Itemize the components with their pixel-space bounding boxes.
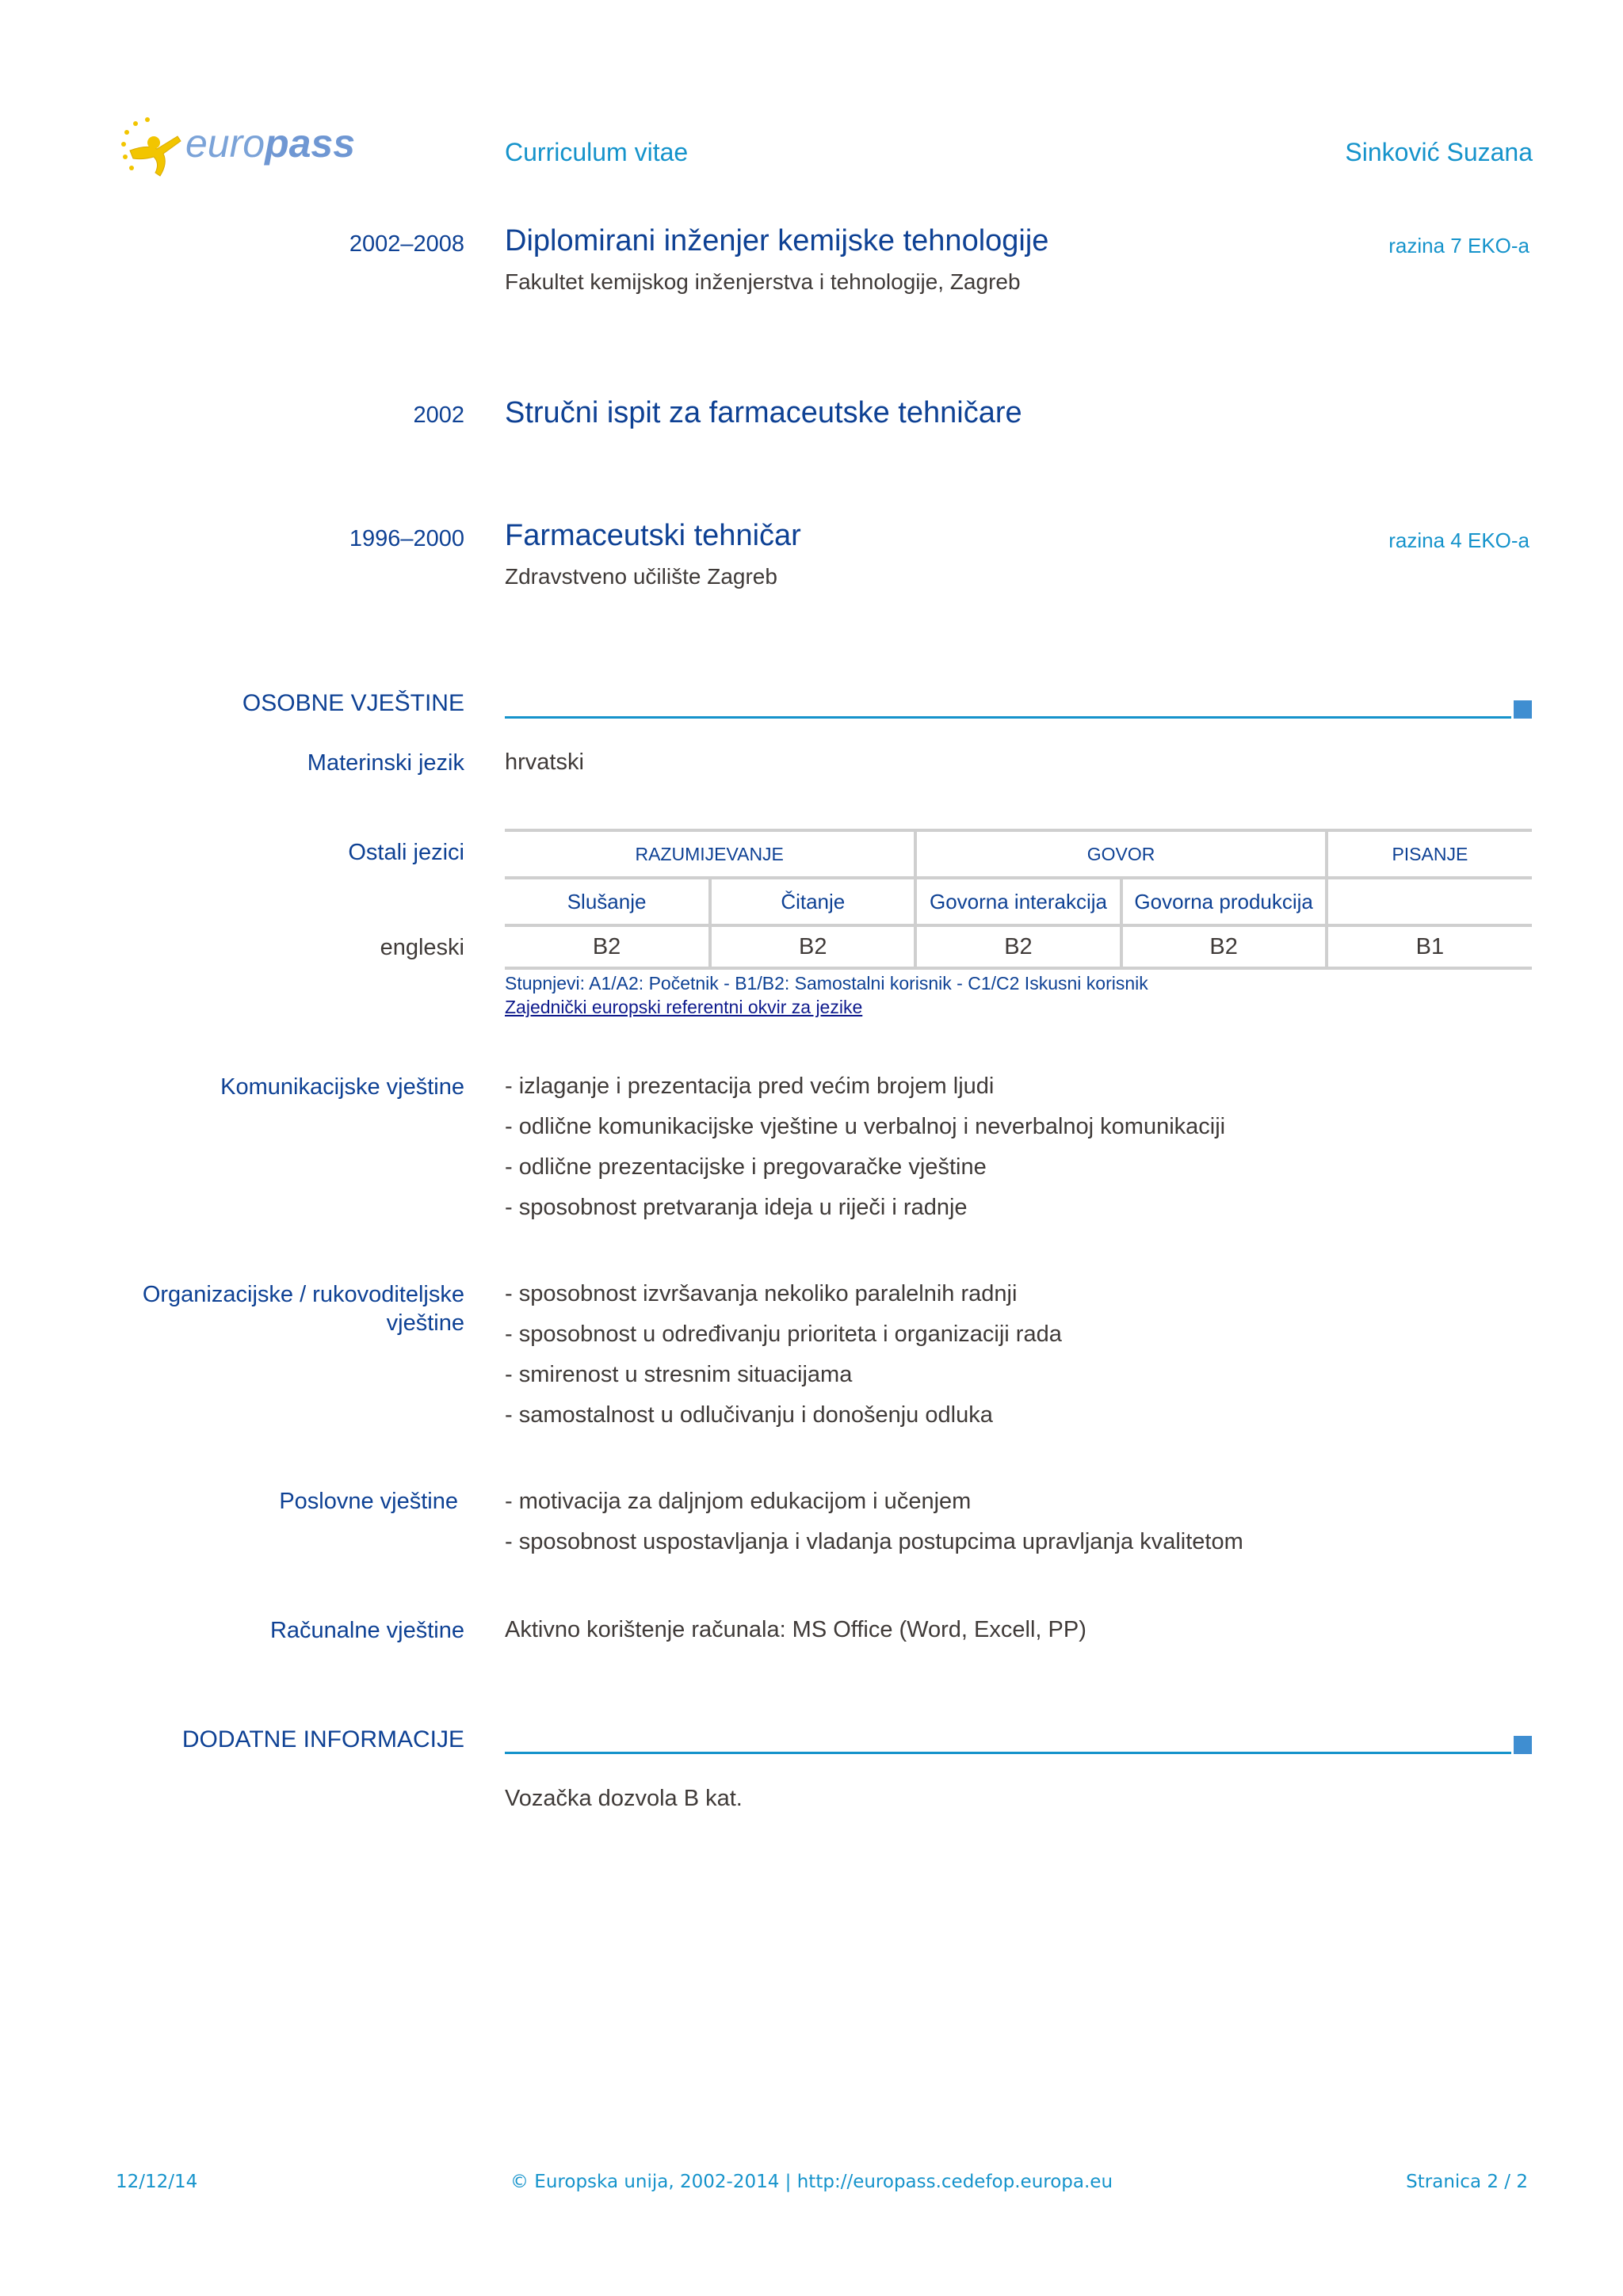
list-item: - odlične komunikacijske vještine u verbalnoj i neverbalnoj komunikaciji xyxy=(505,1114,1226,1139)
level-writing: B1 xyxy=(1327,925,1532,968)
list-item: - smirenost u stresnim situacijama xyxy=(505,1362,853,1387)
section-heading-personal-skills: OSOBNE VJEŠTINE xyxy=(242,690,464,716)
computer-skills-value: Aktivno korištenje računala: MS Office (Word, Excell, PP) xyxy=(505,1617,1086,1642)
doc-title: Curriculum vitae xyxy=(505,138,689,166)
section-divider xyxy=(505,1752,1511,1754)
logo-text-pass: pass xyxy=(265,121,356,166)
list-item: - motivacija za daljnjom edukacijom i učenjem xyxy=(505,1489,972,1514)
language-name: engleski xyxy=(380,935,464,960)
footer-date: 12/12/14 xyxy=(116,2172,198,2192)
list-item: - sposobnost u određivanju prioriteta i organizaciji rada xyxy=(505,1322,1062,1347)
footer-copyright: © Europska unija, 2002-2014 | http://europass.cedefop.europa.eu xyxy=(510,2172,1113,2192)
list-item: - sposobnost uspostavljanja i vladanja postupcima upravljanja kvalitetom xyxy=(505,1529,1243,1554)
group-writing: PISANJE xyxy=(1327,830,1532,878)
other-languages-label: Ostali jezici xyxy=(348,840,464,865)
education-title-3: Farmaceutski tehničar xyxy=(505,519,801,552)
education-institution-1: Fakultet kemijskog inženjerstva i tehnologije, Zagreb xyxy=(505,269,1021,294)
mother-tongue-value: hrvatski xyxy=(505,749,584,775)
communication-skills-list xyxy=(505,1066,1225,1228)
level-spoken-production: B2 xyxy=(1121,925,1327,968)
education-title-1: Diplomirani inženjer kemijske tehnologije xyxy=(505,224,1049,257)
section-marker xyxy=(1514,1736,1532,1754)
organizational-skills-list xyxy=(505,1274,1062,1436)
subheader-listening: Slušanje xyxy=(505,878,710,925)
communication-skills-label: Komunikacijske vještine xyxy=(220,1074,464,1100)
computer-skills-label: Računalne vještine xyxy=(269,1618,464,1643)
organizational-label-line-1: Organizacijske / rukovoditeljske xyxy=(142,1282,464,1307)
list-item: - odlične prezentacijske i pregovaračke vještine xyxy=(505,1154,987,1180)
additional-info-text: Vozačka dozvola B kat. xyxy=(505,1786,743,1811)
business-skills-label: Poslovne vještine xyxy=(279,1489,458,1514)
section-marker xyxy=(1514,700,1532,719)
subheader-spoken-production: Govorna produkcija xyxy=(1121,878,1327,925)
europass-figure-icon xyxy=(116,113,195,184)
person-name: Sinković Suzana xyxy=(1345,138,1533,166)
footer-page-number: Stranica 2 / 2 xyxy=(1406,2172,1528,2192)
organizational-skills-label xyxy=(143,1280,464,1337)
subheader-spoken-interaction: Govorna interakcija xyxy=(915,878,1121,925)
education-level-3: razina 4 EKO-a xyxy=(1388,528,1529,552)
education-dates-3: 1996–2000 xyxy=(349,526,464,551)
education-institution-3: Zdravstveno učilište Zagreb xyxy=(505,564,777,589)
list-item: - izlaganje i prezentacija pred većim brojem ljudi xyxy=(505,1074,995,1099)
list-item: - sposobnost izvršavanja nekoliko paralelnih radnji xyxy=(505,1281,1018,1306)
mother-tongue-label: Materinski jezik xyxy=(307,750,464,776)
level-listening: B2 xyxy=(505,925,710,968)
group-speaking: GOVOR xyxy=(915,830,1326,878)
business-skills-list xyxy=(505,1482,1243,1562)
section-divider xyxy=(505,716,1511,719)
education-level-1: razina 7 EKO-a xyxy=(1388,234,1529,257)
education-dates-1: 2002–2008 xyxy=(349,231,464,257)
subheader-reading: Čitanje xyxy=(710,878,915,925)
europass-logo xyxy=(116,113,356,184)
list-item: - samostalnost u odlučivanju i donošenju odluka xyxy=(505,1402,993,1428)
logo-text-euro: euro xyxy=(185,121,265,166)
education-dates-2: 2002 xyxy=(413,402,464,428)
list-item: - sposobnost pretvaranja ideja u riječi i radnje xyxy=(505,1195,968,1220)
organizational-label-line-2: vještine xyxy=(386,1310,464,1336)
language-levels-legend: Stupnjevi: A1/A2: Početnik - B1/B2: Samostalni korisnik - C1/C2 Iskusni korisnik xyxy=(505,973,1148,994)
education-title-2: Stručni ispit za farmaceutske tehničare xyxy=(505,396,1022,429)
level-spoken-interaction: B2 xyxy=(915,925,1121,968)
subheader-writing-empty xyxy=(1327,878,1532,925)
language-table xyxy=(505,829,1532,970)
cefr-link[interactable]: Zajednički europski referentni okvir za jezike xyxy=(505,997,863,1017)
level-reading: B2 xyxy=(710,925,915,968)
group-understanding: RAZUMIJEVANJE xyxy=(505,830,915,878)
section-heading-additional-info: DODATNE INFORMACIJE xyxy=(181,1726,464,1753)
